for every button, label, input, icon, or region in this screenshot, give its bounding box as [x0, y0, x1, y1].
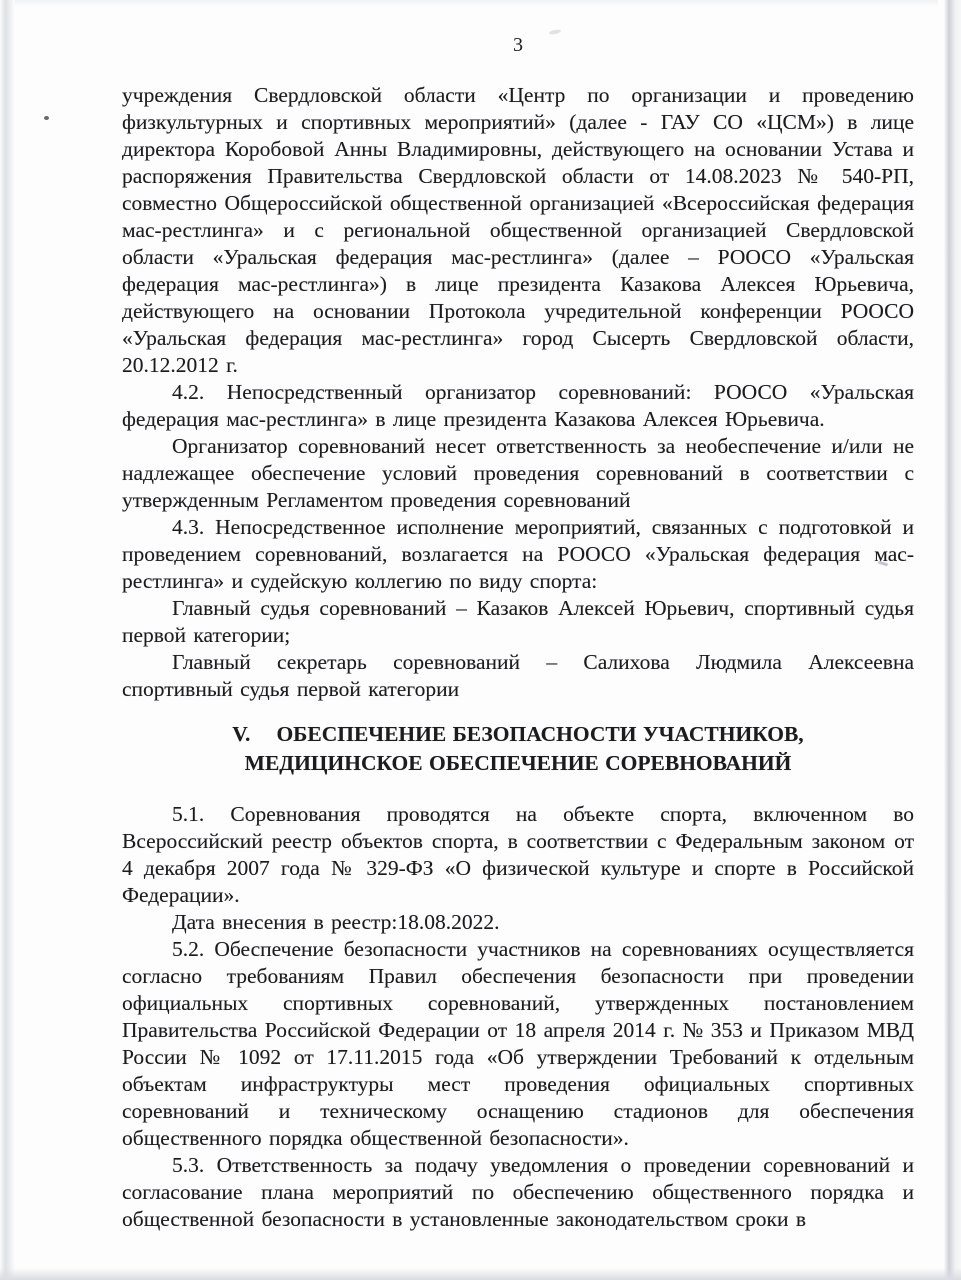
photo-edge-top	[0, 0, 961, 6]
paragraph-chief-secretary: Главный секретарь соревнований – Салихова Людмила Алексеевна спортивный судья первой категории	[122, 650, 914, 701]
scan-speck	[44, 116, 49, 120]
photo-edge-right	[938, 0, 961, 1280]
paragraph-5-3: 5.3. Ответственность за подачу уведомления о проведении соревнований и согласование плана мероприятий по обеспечению общественного порядка и общественной безопасности в установленные законодательством сроки в	[122, 1153, 914, 1231]
section-v-title-line2: МЕДИЦИНСКОЕ ОБЕСПЕЧЕНИЕ СОРЕВНОВАНИЙ	[244, 751, 792, 775]
paragraph-4-2-note: Организатор соревнований несет ответственность за необеспечение и/или не надлежащее обеспечение условий проведения соревнований в соответствии с утвержденным Регламентом проведения соревнований	[122, 434, 914, 512]
photo-edge-left	[0, 0, 15, 1280]
document-body	[122, 82, 914, 1233]
section-v-heading-line1	[122, 720, 914, 749]
paragraph-4-3: 4.3. Непосредственное исполнение мероприятий, связанных с подготовкой и проведением соревнований, возлагается на РООСО «Уральская федерация мас-рестлинга» и судейскую коллегию по виду спорта:	[122, 515, 914, 593]
paragraph-4-2: 4.2. Непосредственный организатор соревнований: РООСО «Уральская федерация мас-рестлинга» в лице президента Казакова Алексея Юрьевича.	[122, 380, 914, 431]
paragraph-chief-judge: Главный судья соревнований – Казаков Алексей Юрьевич, спортивный судья первой категории;	[122, 596, 914, 647]
paragraph-registry-date: Дата внесения в реестр:18.08.2022.	[172, 910, 500, 934]
section-v-number: V.	[232, 722, 251, 746]
page-number: 3	[513, 34, 523, 56]
photo-edge-bottom	[0, 1268, 961, 1280]
paragraph-continuation: учреждения Свердловской области «Центр по организации и проведению физкультурных и спортивных мероприятий» (далее - ГАУ СО «ЦСМ») в лице директора Коробовой Анны Владимировны, действующего на основании Устава и распоряжения Правительства Свердловской области от 14.08.2023 № 540-РП, совместно Общероссийской общественной организацией «Всероссийская федерация мас-рестлинга» и с региональной общественной организацией Свердловской области «Уральская федерация мас-рестлинга» (далее – РООСО «Уральская федерация мас-рестлинга») в лице президента Казакова Алексея Юрьевича, действующего на основании Протокола учредительной конференции РООСО «Уральская федерация мас-рестлинга» город Сысерть Свердловской области, 20.12.2012 г.	[122, 83, 914, 377]
section-v-heading	[122, 720, 914, 778]
section-v-title-line1: ОБЕСПЕЧЕНИЕ БЕЗОПАСНОСТИ УЧАСТНИКОВ,	[276, 722, 804, 746]
paragraph-5-1: 5.1. Соревнования проводятся на объекте спорта, включенном во Всероссийский реестр объектов спорта, в соответствии с Федеральным законом от 4 декабря 2007 года № 329-ФЗ «О физической культуре и спорте в Российской Федерации».	[122, 802, 914, 907]
paragraph-5-2: 5.2. Обеспечение безопасности участников на соревнованиях осуществляется согласно требованиям Правил обеспечения безопасности при проведении официальных спортивных соревнований, утвержденных постановлением Правительства Российской Федерации от 18 апреля 2014 г. № 353 и Приказом МВД России № 1092 от 17.11.2015 года «Об утверждении Требований к отдельным объектам инфраструктуры мест проведения официальных спортивных соревнований и техническому оснащению стадионов для обеспечения общественного порядка общественной безопасности».	[122, 937, 914, 1150]
